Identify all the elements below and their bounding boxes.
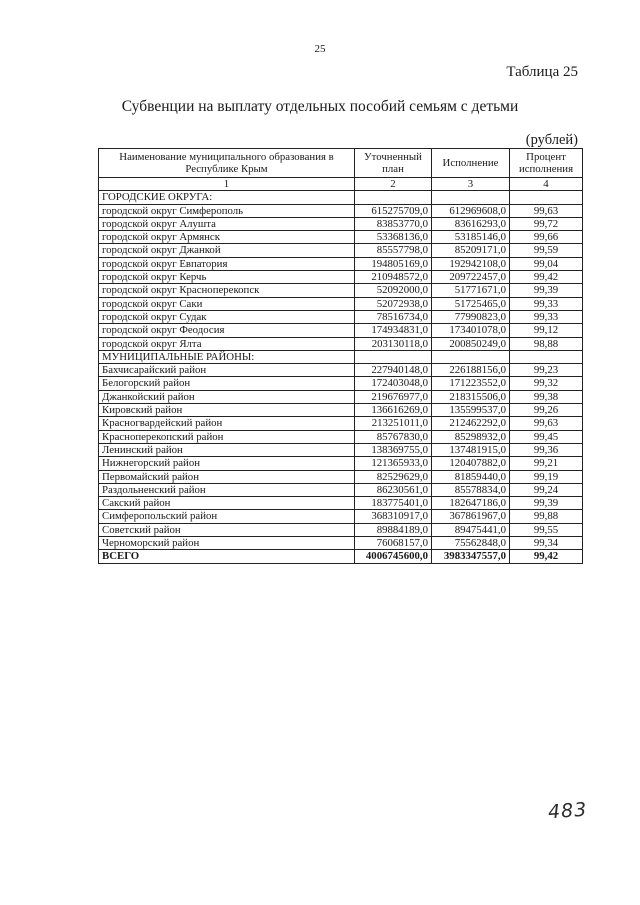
plan-value: 89884189,0: [355, 523, 432, 536]
percent-value: 99,42: [510, 271, 583, 284]
plan-value: 53368136,0: [355, 231, 432, 244]
percent-value: 99,32: [510, 377, 583, 390]
plan-value: 138369755,0: [355, 443, 432, 456]
plan-value: 219676977,0: [355, 390, 432, 403]
section-header-row: [99, 191, 583, 204]
municipality-name: Кировский район: [99, 404, 355, 417]
empty-cell: [510, 350, 583, 363]
table-row: [99, 457, 583, 470]
table-body: [99, 191, 583, 550]
empty-cell: [355, 191, 432, 204]
empty-cell: [510, 191, 583, 204]
percent-value: 99,19: [510, 470, 583, 483]
execution-value: 192942108,0: [432, 257, 510, 270]
execution-value: 367861967,0: [432, 510, 510, 523]
table-row: [99, 390, 583, 403]
percent-value: 99,63: [510, 204, 583, 217]
municipality-name: Сакский район: [99, 497, 355, 510]
plan-value: 76068157,0: [355, 537, 432, 550]
table-row: [99, 217, 583, 230]
table-label: Таблица 25: [506, 64, 578, 80]
municipality-name: городской округ Джанкой: [99, 244, 355, 257]
municipality-name: Белогорский район: [99, 377, 355, 390]
municipality-name: Джанкойский район: [99, 390, 355, 403]
percent-value: 99,45: [510, 430, 583, 443]
header-row: [99, 149, 583, 178]
municipality-name: городской округ Саки: [99, 297, 355, 310]
handwritten-page-note: 483: [547, 798, 588, 824]
plan-value: 121365933,0: [355, 457, 432, 470]
table-row: [99, 231, 583, 244]
total-plan: 4006745600,0: [355, 550, 432, 563]
section-header-row: [99, 350, 583, 363]
execution-value: 182647186,0: [432, 497, 510, 510]
execution-value: 51725465,0: [432, 297, 510, 310]
municipality-name: городской округ Красноперекопск: [99, 284, 355, 297]
plan-value: 203130118,0: [355, 337, 432, 350]
execution-value: 218315506,0: [432, 390, 510, 403]
execution-value: 77990823,0: [432, 310, 510, 323]
percent-value: 99,34: [510, 537, 583, 550]
table-row: [99, 204, 583, 217]
percent-value: 99,72: [510, 217, 583, 230]
plan-value: 213251011,0: [355, 417, 432, 430]
percent-value: 99,66: [510, 231, 583, 244]
percent-value: 99,59: [510, 244, 583, 257]
plan-value: 85557798,0: [355, 244, 432, 257]
header-percent: Процент исполнения: [510, 149, 583, 178]
municipality-name: Раздольненский район: [99, 483, 355, 496]
empty-cell: [355, 350, 432, 363]
table-row: [99, 271, 583, 284]
municipality-name: Советский район: [99, 523, 355, 536]
plan-value: 227940148,0: [355, 364, 432, 377]
municipality-name: Нижнегорский район: [99, 457, 355, 470]
table-row: [99, 364, 583, 377]
percent-value: 99,55: [510, 523, 583, 536]
execution-value: 171223552,0: [432, 377, 510, 390]
table-row: [99, 417, 583, 430]
total-row: [99, 550, 583, 563]
municipality-name: Красноперекопский район: [99, 430, 355, 443]
table-row: [99, 310, 583, 323]
percent-value: 99,36: [510, 443, 583, 456]
plan-value: 174934831,0: [355, 324, 432, 337]
plan-value: 85767830,0: [355, 430, 432, 443]
municipality-name: городской округ Евпатория: [99, 257, 355, 270]
municipality-name: городской округ Симферополь: [99, 204, 355, 217]
execution-value: 53185146,0: [432, 231, 510, 244]
column-number-row: [99, 178, 583, 191]
percent-value: 99,33: [510, 297, 583, 310]
table-row: [99, 430, 583, 443]
table-row: [99, 404, 583, 417]
execution-value: 209722457,0: [432, 271, 510, 284]
table-row: [99, 483, 583, 496]
header-execution: Исполнение: [432, 149, 510, 178]
plan-value: 78516734,0: [355, 310, 432, 323]
document-title: Субвенции на выплату отдельных пособий семьям с детьми: [121, 98, 519, 115]
percent-value: 99,63: [510, 417, 583, 430]
execution-value: 85578834,0: [432, 483, 510, 496]
table-row: [99, 284, 583, 297]
table-row: [99, 523, 583, 536]
execution-value: 137481915,0: [432, 443, 510, 456]
plan-value: 210948572,0: [355, 271, 432, 284]
plan-value: 368310917,0: [355, 510, 432, 523]
section-title: ГОРОДСКИЕ ОКРУГА:: [99, 191, 355, 204]
execution-value: 85209171,0: [432, 244, 510, 257]
municipality-name: городской округ Ялта: [99, 337, 355, 350]
execution-value: 75562848,0: [432, 537, 510, 550]
municipality-name: Симферопольский район: [99, 510, 355, 523]
table-row: [99, 443, 583, 456]
column-number: 3: [432, 178, 510, 191]
empty-cell: [432, 350, 510, 363]
table-row: [99, 510, 583, 523]
execution-value: 120407882,0: [432, 457, 510, 470]
municipality-name: Первомайский район: [99, 470, 355, 483]
municipality-name: городской округ Керчь: [99, 271, 355, 284]
municipality-name: Ленинский район: [99, 443, 355, 456]
municipality-name: городской округ Феодосия: [99, 324, 355, 337]
execution-value: 89475441,0: [432, 523, 510, 536]
column-number: 4: [510, 178, 583, 191]
execution-value: 81859440,0: [432, 470, 510, 483]
percent-value: 99,04: [510, 257, 583, 270]
percent-value: 99,88: [510, 510, 583, 523]
percent-value: 99,21: [510, 457, 583, 470]
table-row: [99, 537, 583, 550]
execution-value: 85298932,0: [432, 430, 510, 443]
table-row: [99, 497, 583, 510]
execution-value: 51771671,0: [432, 284, 510, 297]
plan-value: 83853770,0: [355, 217, 432, 230]
municipality-name: городской округ Армянск: [99, 231, 355, 244]
plan-value: 136616269,0: [355, 404, 432, 417]
header-name: Наименование муниципального образования в Республике Крым: [99, 149, 355, 178]
municipality-name: Бахчисарайский район: [99, 364, 355, 377]
plan-value: 615275709,0: [355, 204, 432, 217]
execution-value: 200850249,0: [432, 337, 510, 350]
municipality-name: Красногвардейский район: [99, 417, 355, 430]
table-row: [99, 324, 583, 337]
empty-cell: [432, 191, 510, 204]
plan-value: 172403048,0: [355, 377, 432, 390]
subventions-table: [98, 148, 583, 564]
percent-value: 98,88: [510, 337, 583, 350]
percent-value: 99,39: [510, 497, 583, 510]
municipality-name: городской округ Алушта: [99, 217, 355, 230]
section-title: МУНИЦИПАЛЬНЫЕ РАЙОНЫ:: [99, 350, 355, 363]
table-row: [99, 377, 583, 390]
total-name: ВСЕГО: [99, 550, 355, 563]
percent-value: 99,23: [510, 364, 583, 377]
percent-value: 99,39: [510, 284, 583, 297]
plan-value: 82529629,0: [355, 470, 432, 483]
table-row: [99, 297, 583, 310]
municipality-name: городской округ Судак: [99, 310, 355, 323]
execution-value: 135599537,0: [432, 404, 510, 417]
plan-value: 183775401,0: [355, 497, 432, 510]
plan-value: 52092000,0: [355, 284, 432, 297]
column-number: 1: [99, 178, 355, 191]
table-row: [99, 257, 583, 270]
execution-value: 173401078,0: [432, 324, 510, 337]
execution-value: 83616293,0: [432, 217, 510, 230]
percent-value: 99,26: [510, 404, 583, 417]
table-row: [99, 470, 583, 483]
table-row: [99, 244, 583, 257]
execution-value: 212462292,0: [432, 417, 510, 430]
plan-value: 86230561,0: [355, 483, 432, 496]
plan-value: 52072938,0: [355, 297, 432, 310]
header-plan: Уточненный план: [355, 149, 432, 178]
percent-value: 99,33: [510, 310, 583, 323]
units-label: (рублей): [525, 132, 578, 148]
percent-value: 99,12: [510, 324, 583, 337]
plan-value: 194805169,0: [355, 257, 432, 270]
column-number: 2: [355, 178, 432, 191]
execution-value: 612969608,0: [432, 204, 510, 217]
percent-value: 99,38: [510, 390, 583, 403]
municipality-name: Черноморский район: [99, 537, 355, 550]
total-execution: 3983347557,0: [432, 550, 510, 563]
execution-value: 226188156,0: [432, 364, 510, 377]
page-number: 25: [314, 43, 326, 55]
total-percent: 99,42: [510, 550, 583, 563]
table-row: [99, 337, 583, 350]
percent-value: 99,24: [510, 483, 583, 496]
